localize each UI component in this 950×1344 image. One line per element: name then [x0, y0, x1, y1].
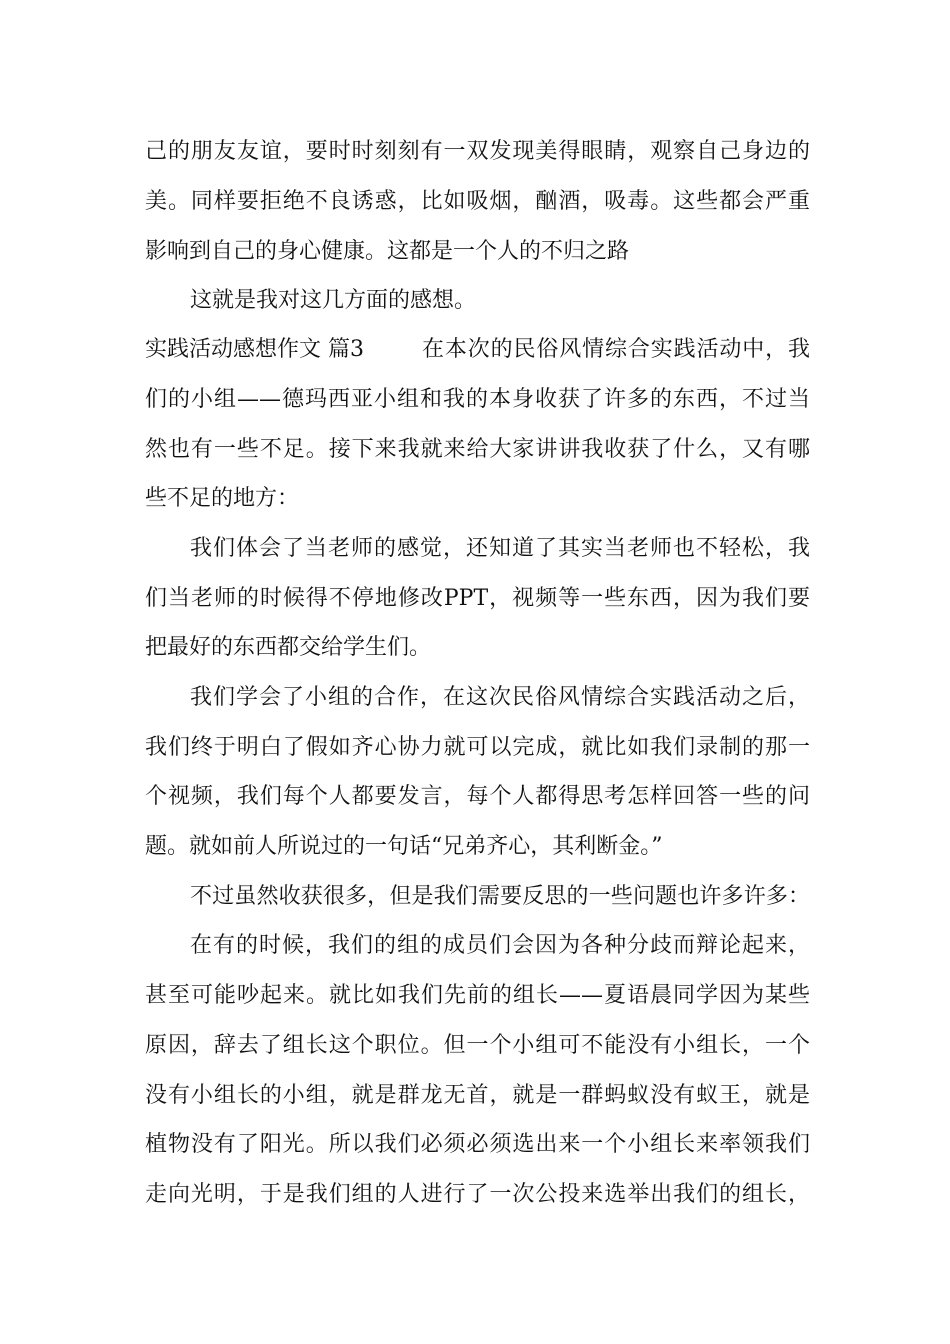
text-line: 己的朋友友谊，要时时刻刻有一双发现美得眼睛，观察自己身边的	[145, 139, 810, 164]
text-line: 然也有一些不足。接下来我就来给大家讲讲我收获了什么，又有哪	[145, 437, 810, 462]
text-line: 在本次的民俗风情综合实践活动中，我	[422, 337, 810, 362]
text-line: 个视频，我们每个人都要发言，每个人都得思考怎样回答一些的问	[145, 784, 810, 809]
text-line: 我们体会了当老师的感觉，还知道了其实当老师也不轻松，我	[190, 536, 810, 561]
text-line: 们当老师的时候得不停地修改PPT，视频等一些东西，因为我们要	[145, 586, 810, 611]
text-line: 甚至可能吵起来。就比如我们先前的组长——夏语晨同学因为某些	[145, 983, 810, 1008]
text-line: 们的小组——德玛西亚小组和我的本身收获了许多的东西，不过当	[145, 387, 810, 412]
text-line: 把最好的东西都交给学生们。	[145, 635, 432, 660]
text-line: 原因，辞去了组长这个职位。但一个小组可不能没有小组长，一个	[145, 1033, 810, 1058]
text-line: 不过虽然收获很多，但是我们需要反思的一些问题也许多许多：	[190, 884, 810, 909]
text-line: 没有小组长的小组，就是群龙无首，就是一群蚂蚁没有蚁王，就是	[145, 1083, 810, 1108]
text-line: 走向光明，于是我们组的人进行了一次公投来选举出我们的组长，	[145, 1182, 810, 1207]
text-line: 我们终于明白了假如齐心协力就可以完成，就比如我们录制的那一	[145, 735, 810, 760]
text-line: 影响到自己的身心健康。这都是一个人的不归之路	[145, 239, 630, 264]
section-heading: 实践活动感想作文 篇3	[145, 337, 364, 362]
text-line: 美。同样要拒绝不良诱惑，比如吸烟，酗酒，吸毒。这些都会严重	[145, 189, 810, 214]
text-line: 些不足的地方：	[145, 486, 300, 511]
text-line: 这就是我对这几方面的感想。	[190, 288, 477, 313]
text-line: 我们学会了小组的合作，在这次民俗风情综合实践活动之后，	[190, 685, 810, 710]
text-line: 在有的时候，我们的组的成员们会因为各种分歧而辩论起来，	[190, 933, 810, 958]
text-line: 植物没有了阳光。所以我们必须必须选出来一个小组长来率领我们	[145, 1132, 810, 1157]
text-line: 题。就如前人所说过的一句话“兄弟齐心，其利断金。”	[145, 834, 663, 859]
